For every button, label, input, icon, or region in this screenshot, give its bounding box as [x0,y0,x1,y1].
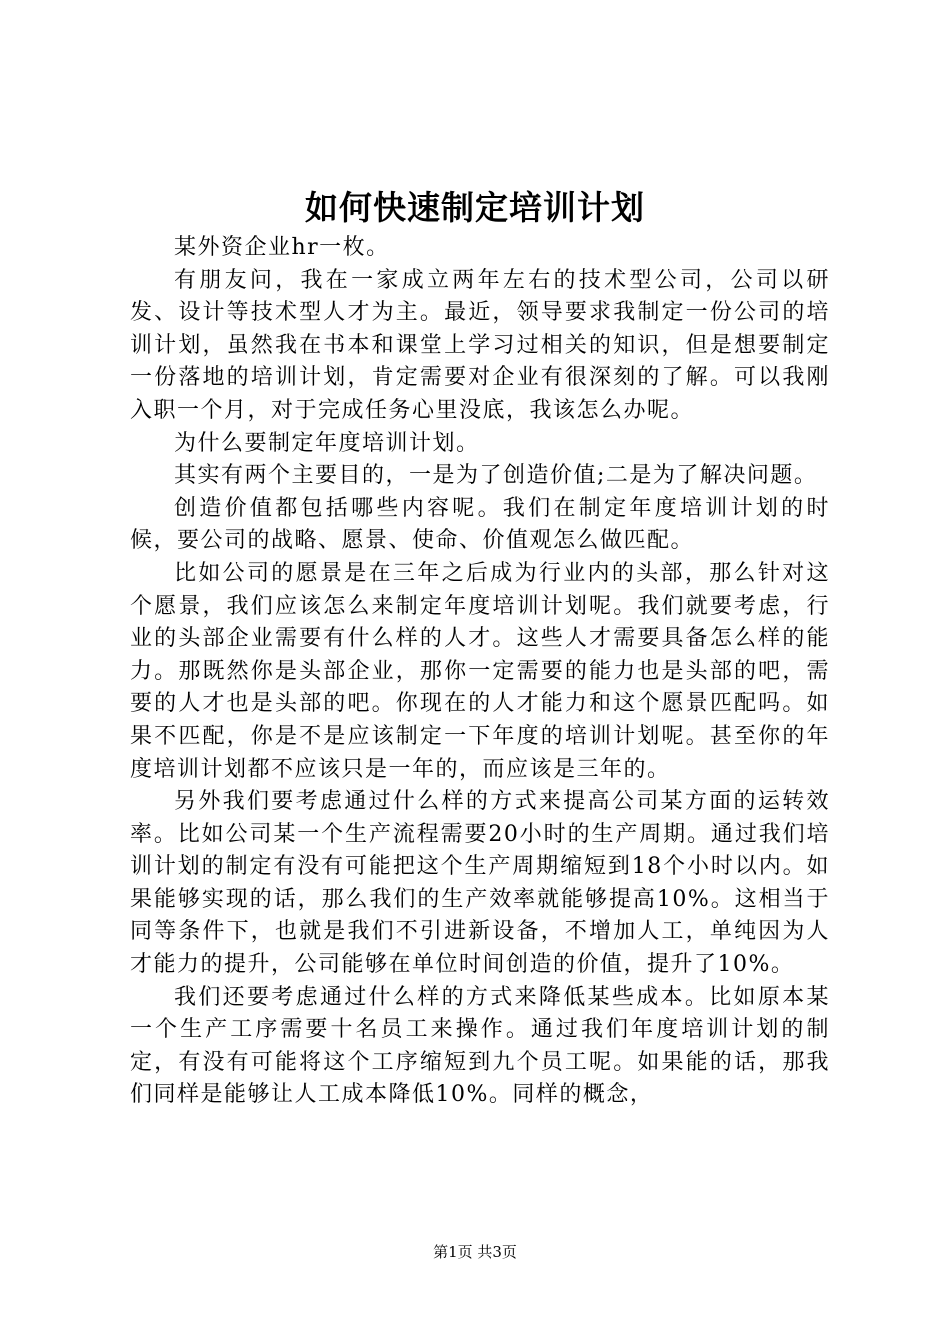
paragraph: 另外我们要考虑通过什么样的方式来提高公司某方面的运转效率。比如公司某一个生产流程需要20小时的生产周期。通过我们培训计划的制定有没有可能把这个生产周期缩短到18个小时以内。如果能够实现的话，那么我们的生产效率就能够提高10%。这相当于同等条件下，也就是我们不引进新设备，不增加人工，单纯因为人才能力的提升，公司能够在单位时间创造的价值，提升了10%。 [130,789,830,978]
page-footer: 第1页 共3页 [433,1243,517,1261]
document-body [130,232,830,1112]
paragraph: 其实有两个主要目的，一是为了创造价值;二是为了解决问题。 [174,463,818,489]
paragraph: 创造价值都包括哪些内容呢。我们在制定年度培训计划的时候，要公司的战略、愿景、使命、价值观怎么做匹配。 [130,495,830,554]
paragraph: 某外资企业hr一枚。 [174,235,390,260]
paragraph: 有朋友问，我在一家成立两年左右的技术型公司，公司以研发、设计等技术型人才为主。最近，领导要求我制定一份公司的培训计划，虽然我在书本和课堂上学习过相关的知识，但是想要制定一份落地的培训计划，肯定需要对企业有很深刻的了解。可以我刚入职一个月，对于完成任务心里没底，我该怎么办呢。 [130,267,830,423]
paragraph: 我们还要考虑通过什么样的方式来降低某些成本。比如原本某一个生产工序需要十名员工来操作。通过我们年度培训计划的制定，有没有可能将这个工序缩短到九个员工呢。如果能的话，那我们同样是能够让人工成本降低10%。同样的概念， [130,984,830,1108]
paragraph: 为什么要制定年度培训计划。 [174,430,480,456]
document-title: 如何快速制定培训计划 [305,188,645,227]
paragraph: 比如公司的愿景是在三年之后成为行业内的头部，那么针对这个愿景，我们应该怎么来制定年度培训计划呢。我们就要考虑，行业的头部企业需要有什么样的人才。这些人才需要具备怎么样的能力。那既然你是头部企业，那你一定需要的能力也是头部的吧，需要的人才也是头部的吧。你现在的人才能力和这个愿景匹配吗。如果不匹配，你是不是应该制定一下年度的培训计划呢。甚至你的年度培训计划都不应该只是一年的，而应该是三年的。 [130,560,830,782]
